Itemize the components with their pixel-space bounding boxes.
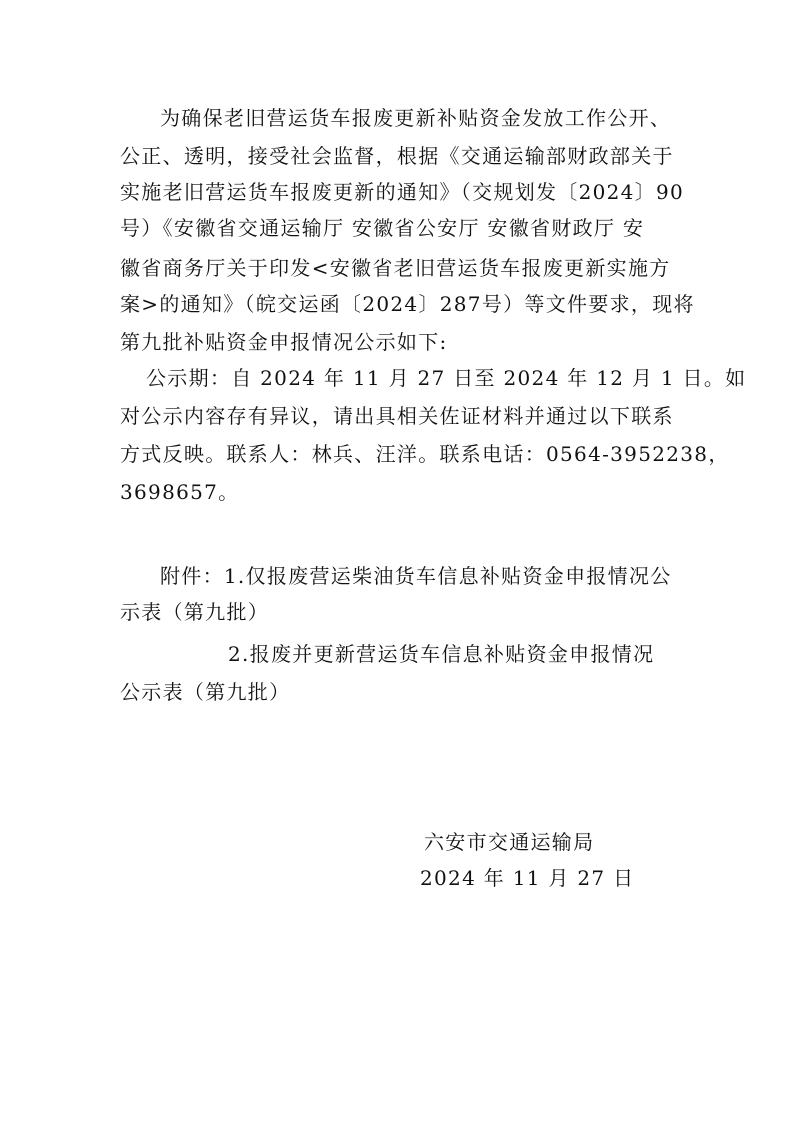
attachment-line: 示表（第九批） bbox=[120, 600, 270, 624]
body-line: 实施老旧营运货车报废更新的通知》（交规划发〔2024〕90 bbox=[120, 180, 685, 204]
body-line: 为确保老旧营运货车报废更新补贴资金发放工作公开、 bbox=[160, 106, 672, 130]
signature-org: 六安市交通运输局 bbox=[424, 830, 595, 854]
notice-line: 对公示内容存有异议，请出具相关佐证材料并通过以下联系 bbox=[120, 404, 674, 428]
notice-line: 方式反映。联系人：林兵、汪洋。联系电话：0564-3952238， bbox=[120, 442, 730, 466]
notice-line: 3698657。 bbox=[120, 480, 240, 504]
body-line: 第九批补贴资金申报情况公示如下: bbox=[120, 330, 448, 354]
attachment-line: 公示表（第九批） bbox=[120, 680, 291, 704]
signature-date: 2024 年 11 月 27 日 bbox=[420, 866, 635, 890]
body-line: 公正、透明，接受社会监督，根据《交通运输部财政部关于 bbox=[120, 144, 674, 168]
body-line: 徽省商务厅关于印发<安徽省老旧营运货车报废更新实施方 bbox=[120, 256, 671, 280]
attachment-line: 附件：1.仅报废营运柴油货车信息补贴资金申报情况公 bbox=[160, 564, 672, 588]
body-line: 号）《安徽省交通运输厅 安徽省公安厅 安徽省财政厅 安 bbox=[120, 216, 645, 240]
notice-line: 公示期：自 2024 年 11 月 27 日至 2024 年 12 月 1 日。如 bbox=[146, 366, 747, 390]
attachment-line: 2.报废并更新营运货车信息补贴资金申报情况 bbox=[228, 642, 655, 666]
body-line: 案>的通知》（皖交运函〔2024〕287号）等文件要求，现将 bbox=[120, 292, 695, 316]
